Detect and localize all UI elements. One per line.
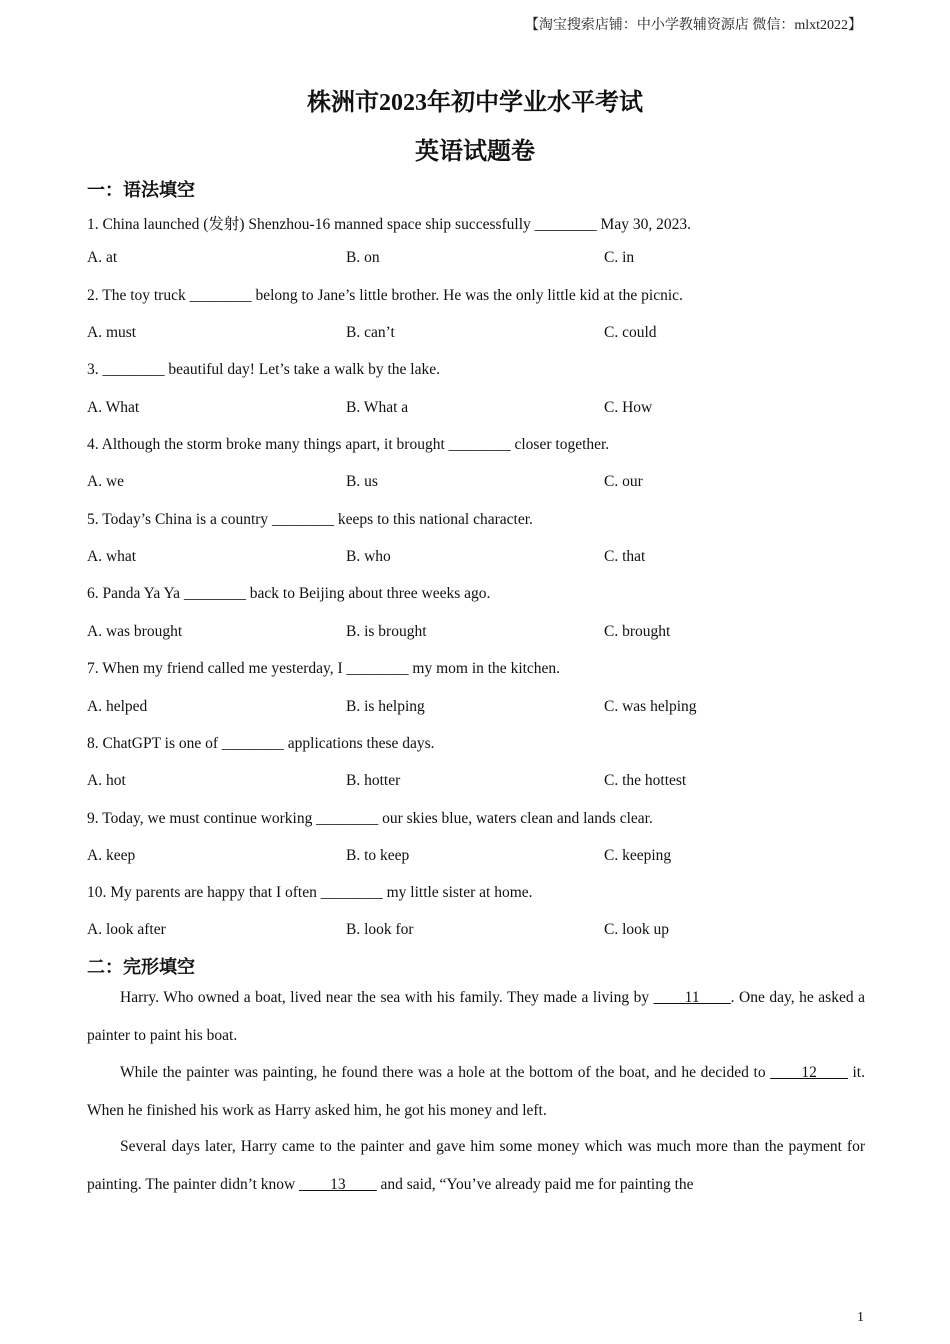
option-c: C. in (604, 249, 635, 266)
page-number: 1 (857, 1310, 864, 1325)
passage-text: it. When he finished his work as Harry asked him, he got his money and left. (87, 1064, 865, 1119)
option-b: B. What a (346, 399, 409, 416)
option-b: B. us (346, 473, 378, 490)
cloze-blank-11: ____11____ (653, 989, 731, 1006)
passage-text: Several days later, Harry came to the painter and gave him some money which was much more than the payment for painting. The painter didn’t know (87, 1138, 865, 1193)
option-c: C. brought (604, 623, 671, 640)
option-a: A. was brought (87, 623, 183, 640)
cloze-blank-13: ____13____ (299, 1175, 377, 1193)
question-stem: 7. When my friend called me yesterday, I ________ my mom in the kitchen. (87, 660, 561, 677)
question-stem: 9. Today, we must continue working ________ our skies blue, waters clean and lands clear. (87, 810, 653, 827)
question-stem: 3. ________ beautiful day! Let’s take a walk by the lake. (87, 361, 440, 378)
question-stem: 6. Panda Ya Ya ________ back to Beijing about three weeks ago. (87, 585, 491, 602)
option-a: A. at (87, 249, 118, 266)
option-a: A. What (87, 399, 140, 416)
option-b: B. can’t (346, 324, 395, 341)
option-c: C. that (604, 548, 646, 565)
passage-paragraph (87, 1054, 865, 1129)
passage-text: and said, “You’ve already paid me for painting the (376, 1175, 694, 1193)
option-a: A. look after (87, 921, 166, 938)
option-a: A. must (87, 324, 137, 341)
option-c: C. could (604, 324, 657, 341)
option-b: B. hotter (346, 772, 401, 789)
passage-text: Harry. Who owned a boat, lived near the sea with his family. They made a living by (120, 989, 654, 1006)
option-c: C. look up (604, 921, 670, 938)
passage-paragraph (87, 979, 865, 1054)
option-c: C. How (604, 399, 653, 416)
option-b: B. look for (346, 921, 414, 938)
passage-text: . One day, he asked a painter to paint his boat. (87, 989, 865, 1044)
section-heading-cloze: 二：完形填空 (87, 957, 195, 977)
option-b: B. on (346, 249, 380, 266)
cloze-blank-12: ____12____ (770, 1064, 848, 1081)
option-b: B. who (346, 548, 391, 565)
question-stem: 2. The toy truck ________ belong to Jane’s little brother. He was the only little kid at the picnic. (87, 287, 683, 304)
option-a: A. we (87, 473, 125, 490)
question-stem: 1. China launched (发射) Shenzhou-16 manned space ship successfully ________ May 30, 2023. (87, 216, 691, 233)
question-stem: 8. ChatGPT is one of ________ applications these days. (87, 735, 435, 752)
passage-text: While the painter was painting, he found there was a hole at the bottom of the boat, and he decided to (120, 1064, 771, 1081)
option-a: A. keep (87, 847, 136, 864)
option-b: B. to keep (346, 847, 410, 864)
question-stem: 5. Today’s China is a country ________ keeps to this national character. (87, 511, 533, 528)
option-c: C. the hottest (604, 772, 687, 789)
option-b: B. is helping (346, 698, 425, 715)
passage-paragraph (87, 1128, 865, 1203)
question-stem: 10. My parents are happy that I often ________ my little sister at home. (87, 884, 533, 901)
page-subtitle: 英语试题卷 (415, 139, 535, 165)
option-a: A. hot (87, 772, 126, 789)
option-a: A. what (87, 548, 137, 565)
question-stem: 4. Although the storm broke many things apart, it brought ________ closer together. (87, 436, 610, 453)
page-title: 株洲市2023年初中学业水平考试 (307, 90, 643, 116)
option-b: B. is brought (346, 623, 427, 640)
option-a: A. helped (87, 698, 148, 715)
option-c: C. our (604, 473, 643, 490)
option-c: C. keeping (604, 847, 672, 864)
header-note: 【淘宝搜索店铺：中小学教辅资源店 微信：mlxt2022】 (524, 18, 862, 33)
section-heading-grammar: 一：语法填空 (87, 180, 195, 200)
option-c: C. was helping (604, 698, 697, 715)
